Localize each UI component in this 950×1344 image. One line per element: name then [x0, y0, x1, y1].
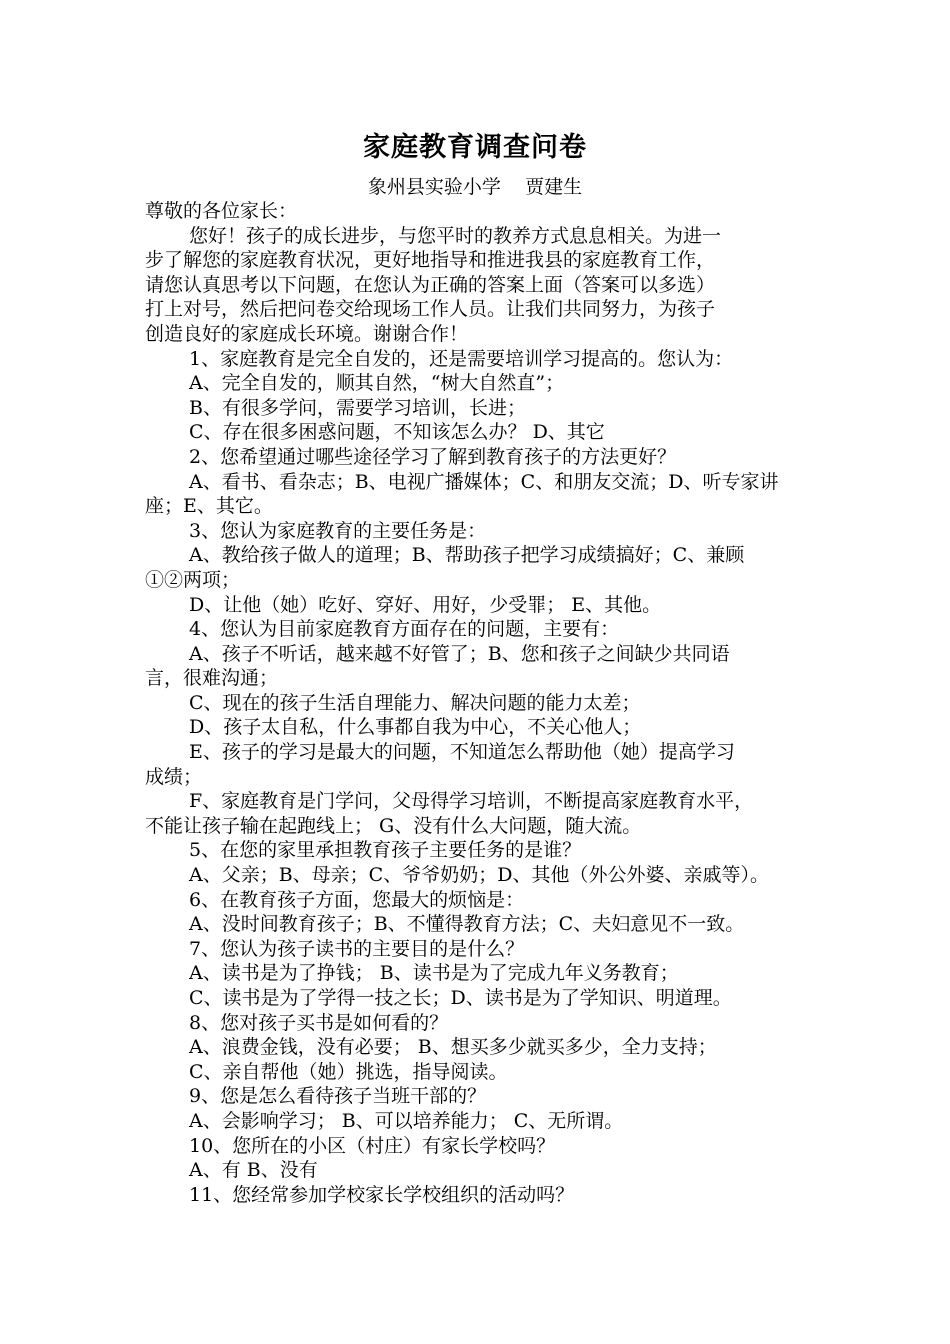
text-line: ①②两项； — [145, 568, 241, 591]
text-line: A、没时间教育孩子；B、不懂得教育方法；C、夫妇意见不一致。 — [189, 913, 745, 936]
text-line: 10、您所在的小区（村庄）有家长学校吗？ — [189, 1134, 556, 1157]
text-line: D、让他（她）吃好、穿好、用好，少受罪； E、其他。 — [189, 593, 662, 616]
text-line: 6、在教育孩子方面，您最大的烦恼是： — [189, 888, 525, 911]
text-line: A、会影响学习； B、可以培养能力； C、无所谓。 — [189, 1109, 624, 1132]
text-line: 4、您认为目前家庭教育方面存在的问题，主要有： — [189, 618, 620, 641]
text-line: A、完全自发的，顺其自然，“树大自然直”； — [189, 372, 565, 395]
text-line: C、读书是为了学得一技之长；D、读书是为了学知识、明道理。 — [189, 987, 732, 1009]
text-line: 步了解您的家庭教育状况，更好地指导和推进我县的家庭教育工作， — [145, 249, 716, 272]
text-line: 请您认真思考以下问题，在您认为正确的答案上面（答案可以多选） — [145, 273, 716, 296]
text-line: B、有很多学问，需要学习培训，长进； — [189, 396, 526, 419]
document-title: 家庭教育调查问卷 — [363, 132, 587, 163]
text-line: C、亲自帮他（她）挑选，指导阅读。 — [189, 1060, 508, 1083]
document-body — [145, 199, 810, 1207]
text-line: A、读书是为了挣钱； B、读书是为了完成九年义务教育； — [189, 962, 679, 985]
text-line: 您好！孩子的成长进步，与您平时的教养方式息息相关。为进一 — [189, 224, 722, 247]
text-line: 成绩； — [145, 765, 203, 788]
text-line: A、教给孩子做人的道理；B、帮助孩子把学习成绩搞好；C、兼顾 — [189, 544, 745, 567]
text-line: 座；E、其它。 — [145, 495, 273, 518]
text-line: 不能让孩子输在起跑线上； G、没有什么大问题，随大流。 — [145, 814, 642, 837]
text-line: 9、您是怎么看待孩子当班干部的？ — [189, 1085, 487, 1108]
document-subtitle: 象州县实验小学 贾建生 — [367, 176, 583, 198]
text-line: A、浪费金钱，没有必要； B、想买多少就买多少，全力支持； — [189, 1036, 717, 1059]
text-line: E、孩子的学习是最大的问题，不知道怎么帮助他（她）提高学习 — [189, 741, 735, 764]
text-line: 11、您经常参加学校家长学校组织的活动吗？ — [189, 1183, 575, 1206]
text-line: 创造良好的家庭成长环境。谢谢合作！ — [145, 322, 469, 345]
text-line: 8、您对孩子买书是如何看的？ — [189, 1011, 449, 1034]
text-line: 尊敬的各位家长： — [145, 200, 298, 222]
text-line: F、家庭教育是门学问，父母得学习培训，不断提高家庭教育水平， — [189, 790, 754, 813]
text-line: A、有 B、没有 — [189, 1159, 318, 1182]
text-line: A、看书、看杂志；B、电视广播媒体；C、和朋友交流；D、听专家讲 — [189, 470, 779, 493]
text-line: 3、您认为家庭教育的主要任务是： — [189, 519, 487, 542]
text-line: 5、在您的家里承担教育孩子主要任务的是谁？ — [189, 839, 582, 862]
text-line: 打上对号，然后把问卷交给现场工作人员。让我们共同努力，为孩子 — [145, 298, 716, 321]
text-line: D、孩子太自私，什么事都自我为中心，不关心他人； — [189, 716, 642, 739]
text-line: C、现在的孩子生活自理能力、解决问题的能力太差； — [189, 691, 641, 714]
text-line: C、存在很多困惑问题，不知该怎么办？ D、其它 — [189, 421, 605, 444]
text-line: 言，很难沟通； — [145, 667, 279, 690]
text-line: 7、您认为孩子读书的主要目的是什么？ — [189, 937, 525, 960]
text-line: A、孩子不听话，越来越不好管了；B、您和孩子之间缺少共同语 — [189, 642, 730, 665]
text-line: 2、您希望通过哪些途径学习了解到教育孩子的方法更好？ — [189, 445, 677, 468]
text-line: A、父亲；B、母亲；C、爷爷奶奶；D、其他（外公外婆、亲戚等）。 — [189, 864, 769, 887]
text-line: 1、家庭教育是完全自发的，还是需要培训学习提高的。您认为： — [189, 347, 734, 370]
